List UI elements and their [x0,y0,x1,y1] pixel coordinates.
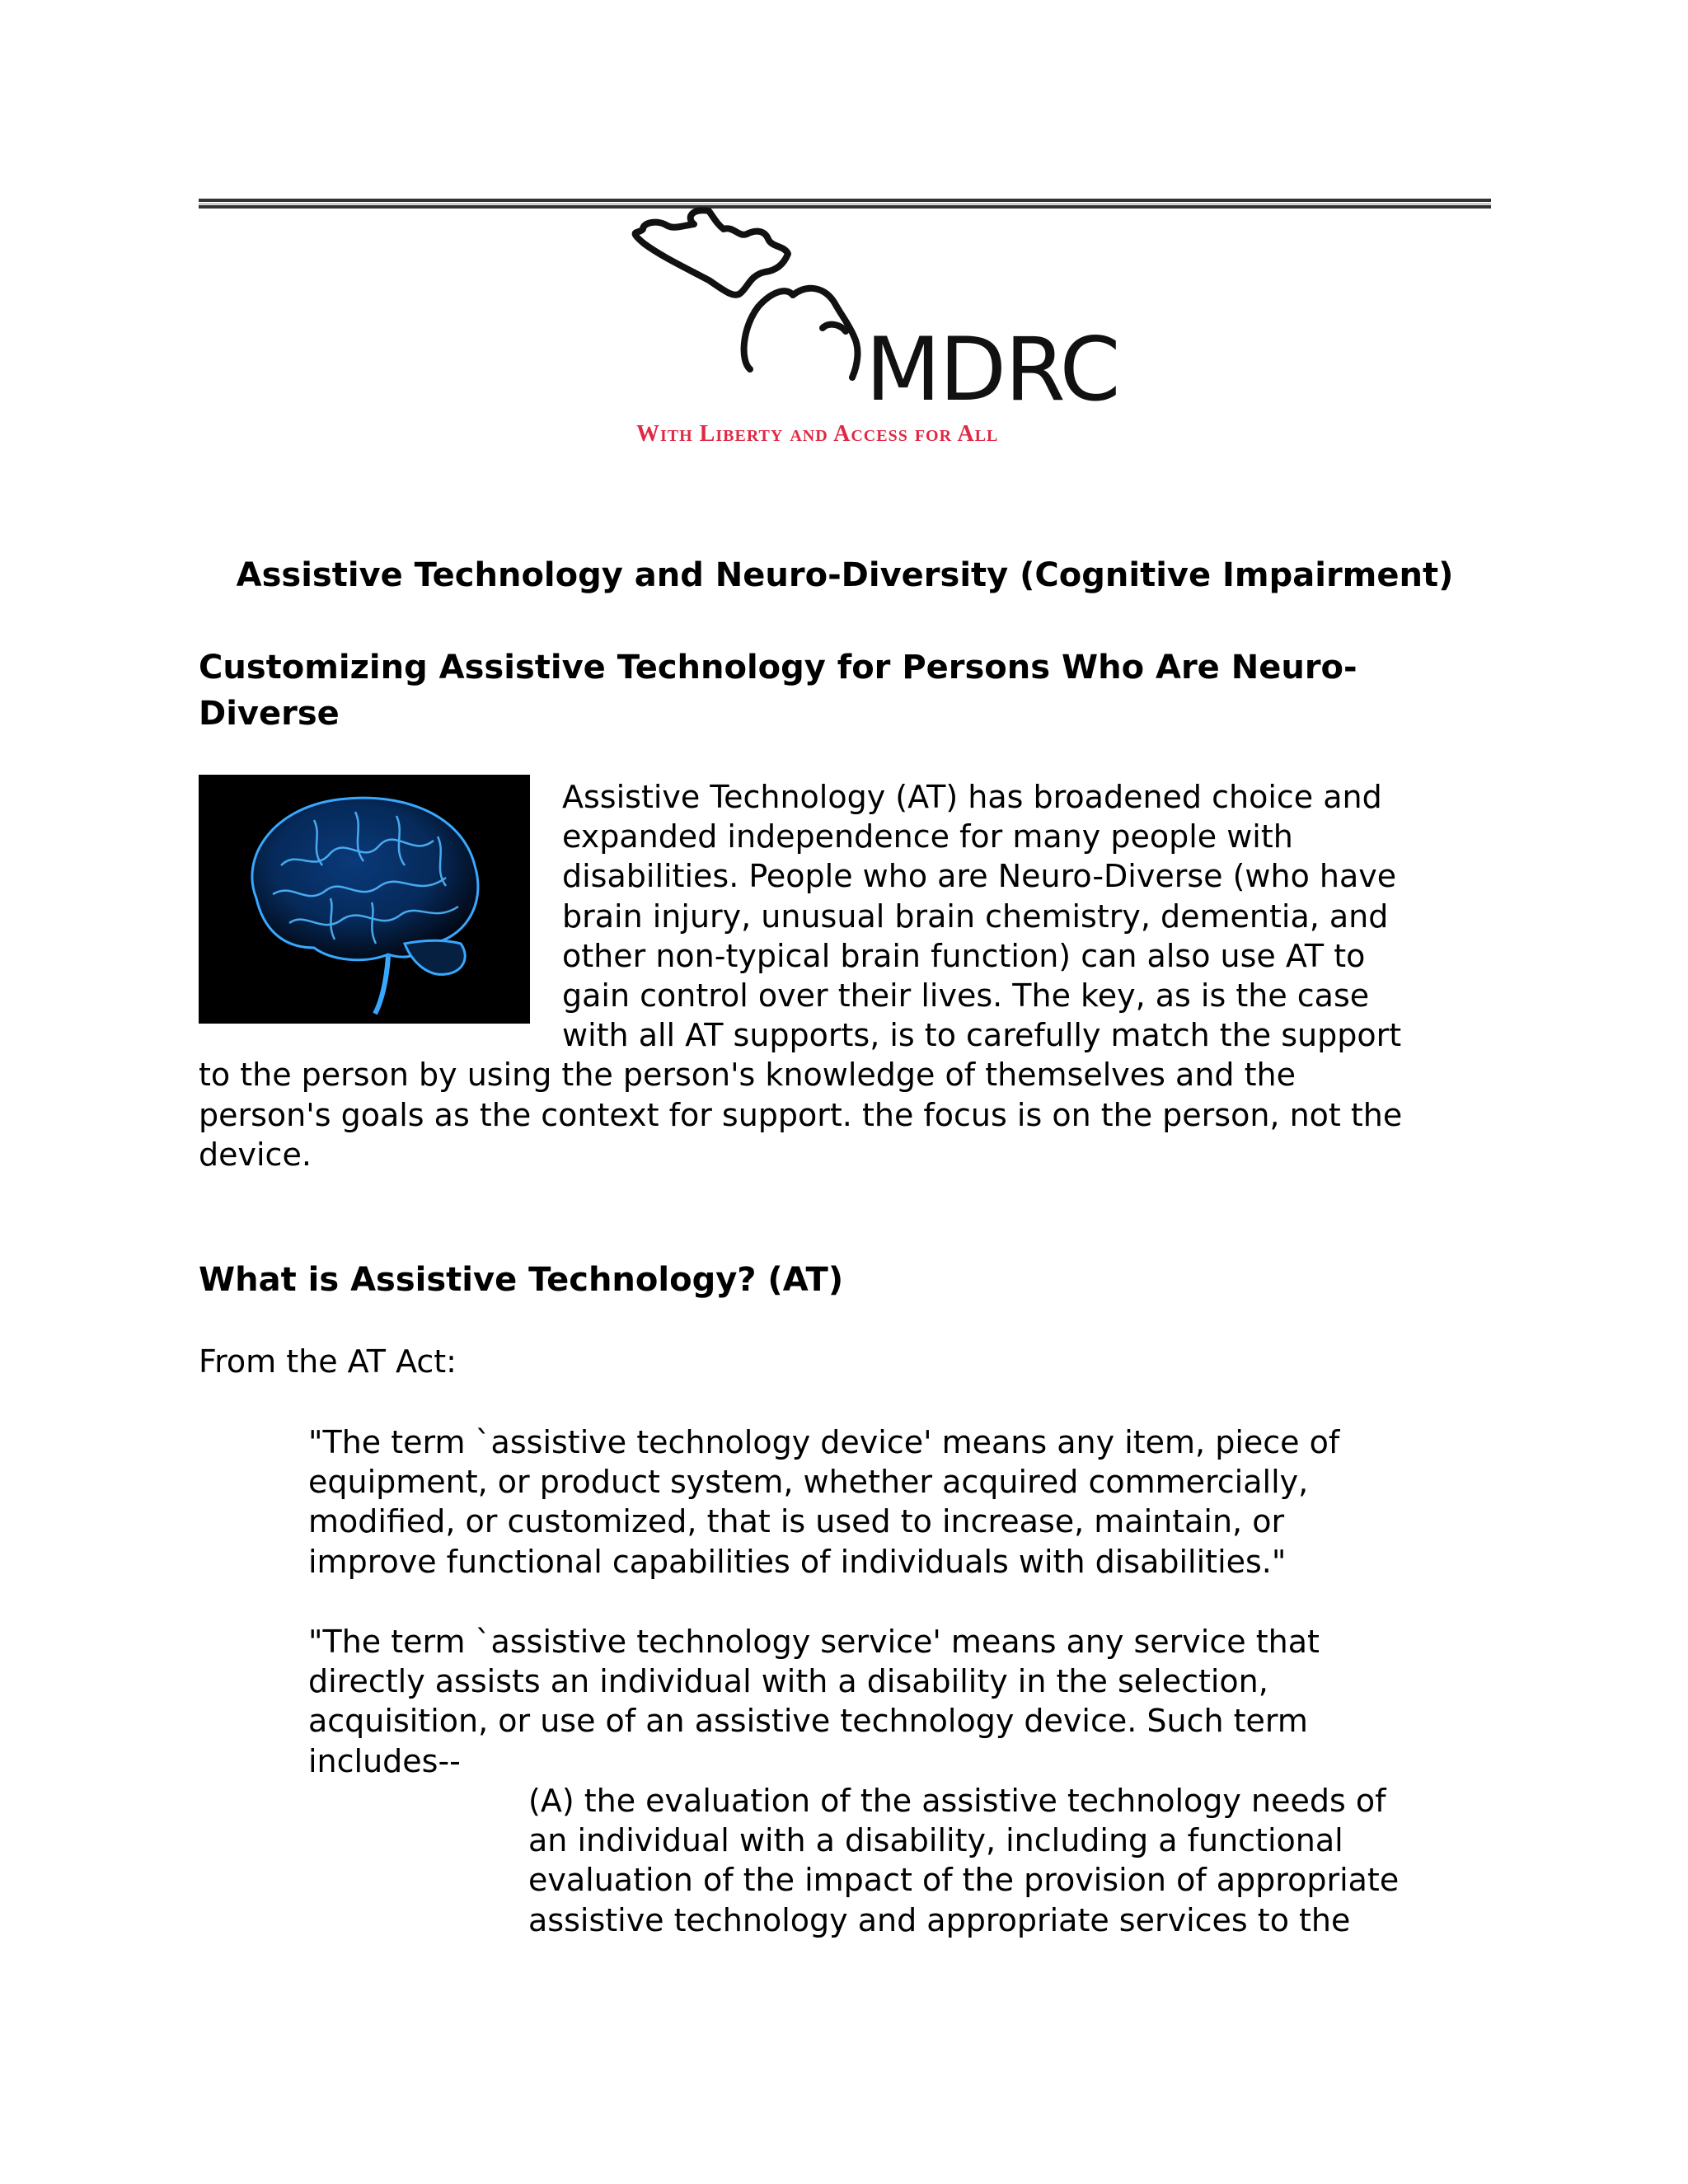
text-line: gain control over their lives. The key, as is the case [562,977,1370,1014]
text-line: includes-- [308,1742,461,1779]
text-line: other non-typical brain function) can also use AT to [562,937,1366,974]
text-line: person's goals as the context for support. the focus is on the person, not the [199,1096,1403,1133]
text-line: "The term `assistive technology device' means any item, piece of [308,1424,1340,1460]
section-heading-what-is-at: What is Assistive Technology? (AT) [199,1261,844,1299]
brain-image [199,775,530,1024]
source-label: From the AT Act: [199,1343,457,1380]
logo-wordmark: MDRC [865,319,1119,420]
text-line: device. [199,1136,312,1173]
definition-quote-device [308,1422,1339,1582]
brain-icon [199,775,530,1024]
text-line: an individual with a disability, including a functional [528,1822,1343,1859]
logo-tagline: With Liberty and Access for All [636,421,999,447]
text-line: to the person by using the person's knowledge of themselves and the [199,1057,1296,1094]
definition-quote-service [308,1622,1320,1781]
text-line: modified, or customized, that is used to increase, maintain, or [308,1503,1285,1540]
mdrc-logo [610,204,1119,452]
text-line: acquisition, or use of an assistive technology device. Such term [308,1703,1308,1740]
text-line: assistive technology and appropriate services to the [528,1901,1351,1938]
definition-item-a [528,1781,1399,1940]
text-line: with all AT supports, is to carefully match the support [562,1017,1402,1054]
text-line: directly assists an individual with a disability in the selection, [308,1663,1268,1700]
section-heading-customizing [199,644,1410,737]
document-title: Assistive Technology and Neuro-Diversity (Cognitive Impairment) [236,556,1454,594]
text-line: Assistive Technology (AT) has broadened choice and [562,779,1382,815]
text-line: equipment, or product system, whether acquired commercially, [308,1464,1309,1501]
text-line: expanded independence for many people with [562,818,1293,855]
text-line: brain injury, unusual brain chemistry, dementia, and [562,898,1389,935]
text-line: disabilities. People who are Neuro-Diverse (who have [562,858,1397,895]
text-line: (A) the evaluation of the assistive technology needs of [528,1783,1386,1819]
text-line: evaluation of the impact of the provision of appropriate [528,1862,1400,1899]
text-line: improve functional capabilities of individuals with disabilities." [308,1543,1287,1580]
heading-line: Customizing Assistive Technology for Persons Who Are Neuro- [199,649,1357,687]
text-line: "The term `assistive technology service' means any service that [308,1624,1320,1660]
heading-line: Diverse [199,695,340,733]
